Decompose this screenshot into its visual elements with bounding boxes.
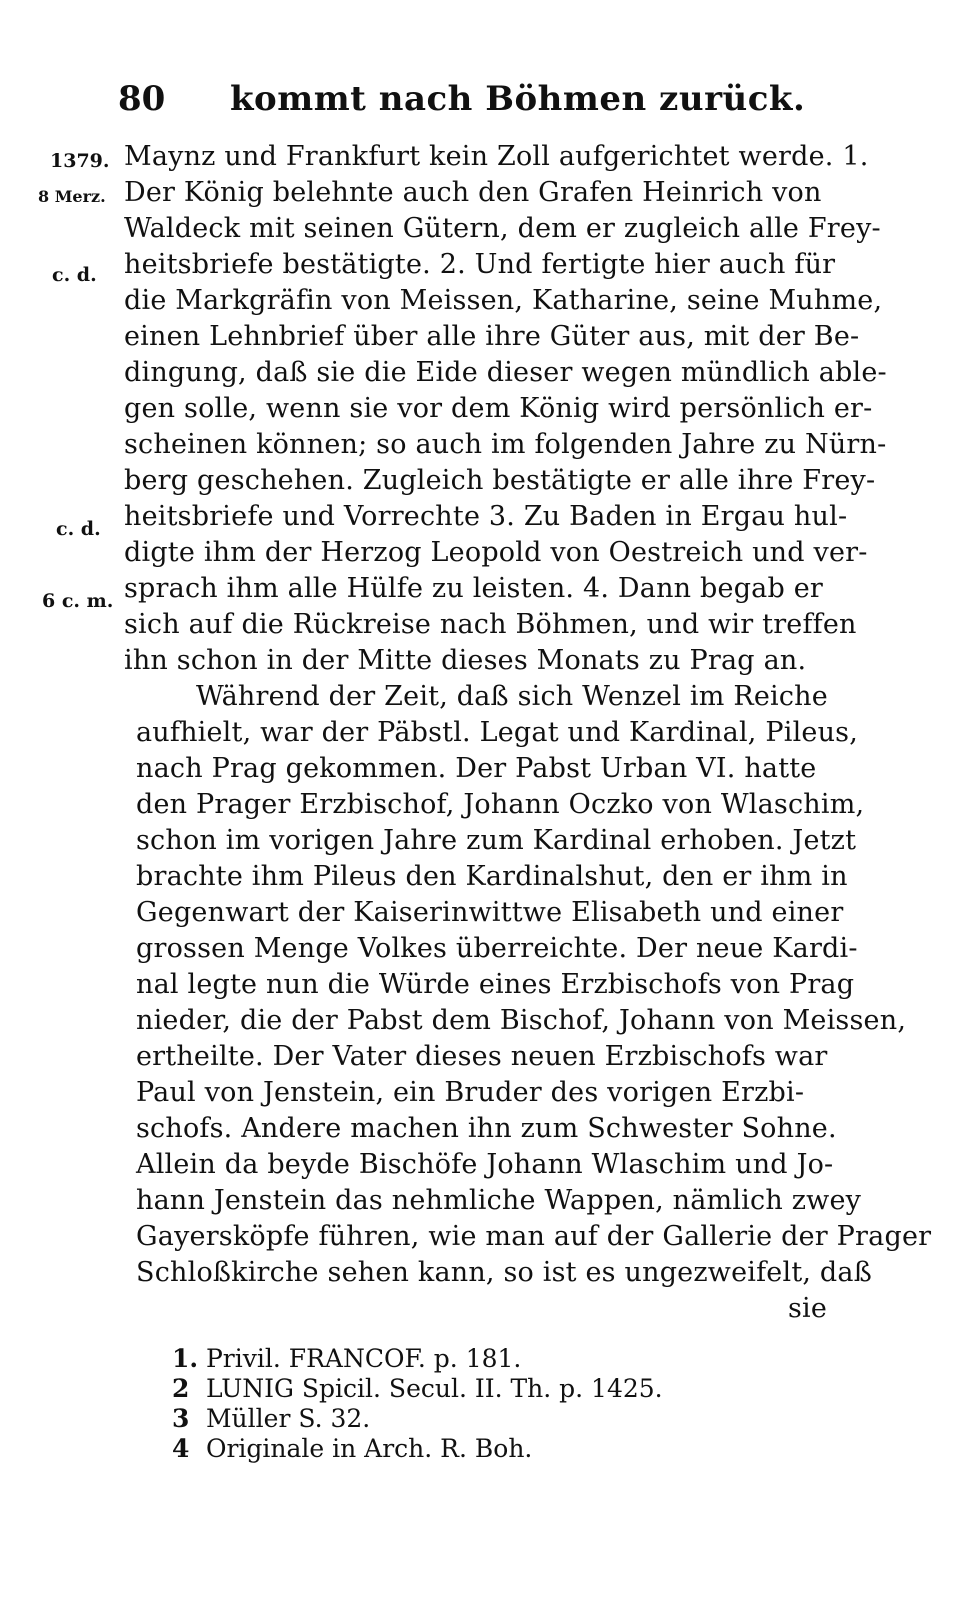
text-line: Gayersköpfe führen, wie man auf der Gallerie der Prager	[136, 1221, 932, 1252]
footnote-number: 2	[172, 1374, 190, 1403]
text-line: den Prager Erzbischof, Johann Oczko von Wlaschim,	[136, 789, 865, 820]
margin-note-source: c. d.	[52, 264, 97, 286]
text-line: Schloßkirche sehen kann, so ist es ungezweifelt, daß	[136, 1257, 872, 1288]
text-line: ihn schon in der Mitte dieses Monats zu Prag an.	[124, 645, 807, 676]
footnote	[172, 1374, 792, 1404]
footnote-text: LUNIG Spicil. Secul. II. Th. p. 1425.	[205, 1374, 663, 1403]
text-line: schon im vorigen Jahre zum Kardinal erhoben. Jetzt	[136, 825, 857, 856]
text-line: schofs. Andere machen ihn zum Schwester Sohne.	[136, 1113, 837, 1144]
text-line: scheinen können; so auch im folgenden Jahre zu Nürn-	[124, 429, 887, 460]
text-line: heitsbriefe bestätigte. 2. Und fertigte hier auch für	[124, 249, 836, 280]
text-line: brachte ihm Pileus den Kardinalshut, den er ihm in	[136, 861, 848, 892]
text-line: sich auf die Rückreise nach Böhmen, und wir treffen	[124, 609, 857, 640]
margin-note-source: 6 c. m.	[42, 590, 114, 612]
text-line: dingung, daß sie die Eide dieser wegen mündlich able-	[124, 357, 887, 388]
text-line: Während der Zeit, daß sich Wenzel im Reiche	[196, 681, 828, 712]
footnote-text: Privil. FRANCOF. p. 181.	[205, 1344, 522, 1373]
text-line: gen solle, wenn sie vor dem König wird persönlich er-	[124, 393, 873, 424]
text-line: Gegenwart der Kaiserinwittwe Elisabeth und einer	[136, 897, 844, 928]
text-line: grossen Menge Volkes überreichte. Der neue Kardi-	[136, 933, 858, 964]
footnote-number: 1.	[172, 1344, 199, 1373]
footnote-number: 4	[172, 1434, 190, 1463]
text-line: einen Lehnbrief über alle ihre Güter aus, mit der Be-	[124, 321, 860, 352]
margin-note-date: 8 Merz.	[38, 187, 106, 206]
text-line: nieder, die der Pabst dem Bischof, Johann von Meissen,	[136, 1005, 907, 1036]
text-line: hann Jenstein das nehmliche Wappen, nämlich zwey	[136, 1185, 862, 1216]
footnote-text: Müller S. 32.	[205, 1404, 371, 1433]
footnote-number: 3	[172, 1404, 190, 1433]
text-line: Der König belehnte auch den Grafen Heinrich von	[124, 177, 822, 208]
text-line: nal legte nun die Würde eines Erzbischofs von Prag	[136, 969, 855, 1000]
text-line: ertheilte. Der Vater dieses neuen Erzbischofs war	[136, 1041, 828, 1072]
footnote-text: Originale in Arch. R. Boh.	[205, 1434, 533, 1463]
catchword: sie	[788, 1293, 828, 1324]
footnote	[172, 1434, 792, 1464]
margin-note-source: c. d.	[56, 518, 101, 540]
text-line: die Markgräfin von Meissen, Katharine, seine Muhme,	[124, 285, 883, 316]
text-line: sprach ihm alle Hülfe zu leisten. 4. Dann begab er	[124, 573, 824, 604]
margin-note-year: 1379.	[50, 150, 110, 172]
page-number: 80	[118, 79, 166, 119]
text-line: aufhielt, war der Päbstl. Legat und Kardinal, Pileus,	[136, 717, 859, 748]
text-line: Maynz und Frankfurt kein Zoll aufgerichtet werde. 1.	[124, 141, 869, 172]
text-line: Allein da beyde Bischöfe Johann Wlaschim und Jo-	[136, 1149, 834, 1180]
running-head: kommt nach Böhmen zurück.	[230, 79, 806, 119]
text-line: digte ihm der Herzog Leopold von Oestreich und ver-	[124, 537, 868, 568]
text-line: nach Prag gekommen. Der Pabst Urban VI. hatte	[136, 753, 817, 784]
text-line: Waldeck mit seinen Gütern, dem er zugleich alle Frey-	[124, 213, 881, 244]
footnotes	[172, 1344, 792, 1464]
footnote	[172, 1344, 792, 1374]
text-line: Paul von Jenstein, ein Bruder des vorigen Erzbi-	[136, 1077, 805, 1108]
text-line: berg geschehen. Zugleich bestätigte er alle ihre Frey-	[124, 465, 876, 496]
text-line: heitsbriefe und Vorrechte 3. Zu Baden in Ergau hul-	[124, 501, 848, 532]
footnote	[172, 1404, 792, 1434]
